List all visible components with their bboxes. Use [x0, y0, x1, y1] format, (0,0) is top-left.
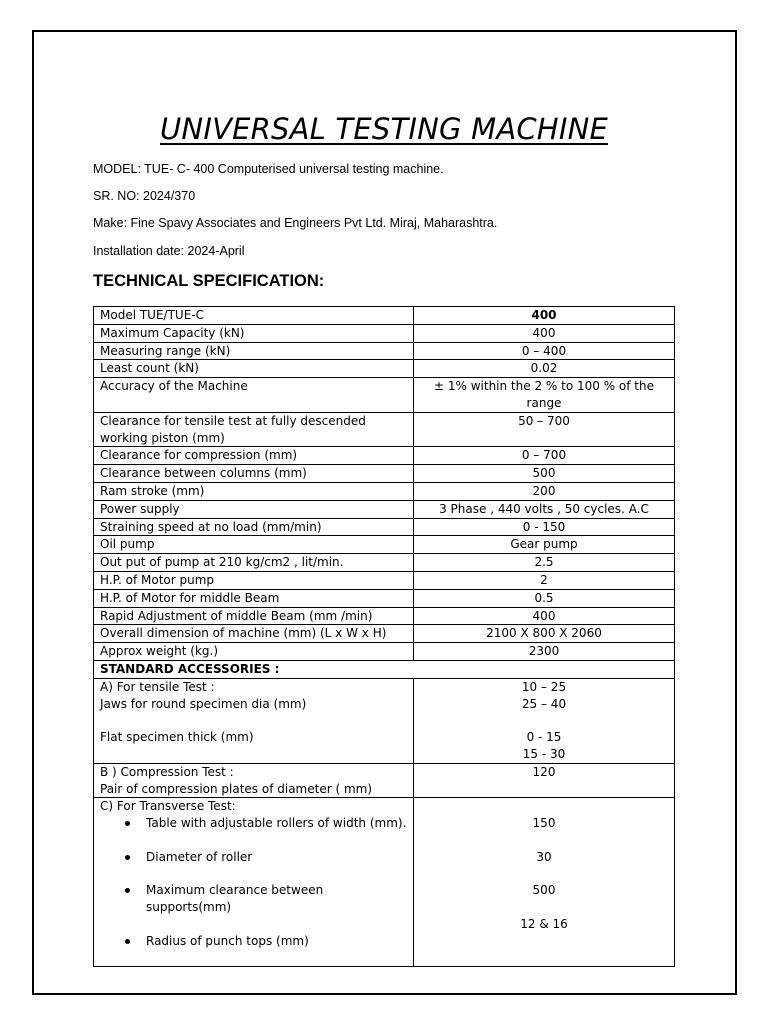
table-row: [94, 554, 675, 572]
spec-label: Clearance for compression (mm): [94, 447, 414, 465]
compression-plates-value: 120: [414, 763, 675, 798]
table-row: [94, 447, 675, 465]
spec-value: 0.5: [414, 589, 675, 607]
table-row: [94, 307, 675, 325]
technical-specification-heading: TECHNICAL SPECIFICATION:: [93, 272, 325, 290]
spec-label: Rapid Adjustment of middle Beam (mm /min): [94, 607, 414, 625]
compression-test-row: [94, 763, 675, 798]
model-line: MODEL: TUE- C- 400 Computerised universal testing machine.: [93, 162, 444, 176]
spec-label: Straining speed at no load (mm/min): [94, 518, 414, 536]
spec-label: Least count (kN): [94, 360, 414, 378]
spec-value: 400: [414, 607, 675, 625]
spec-value: 0 – 400: [414, 342, 675, 360]
spec-value: 50 – 700: [414, 412, 675, 447]
installation-date-line: Installation date: 2024-April: [93, 244, 245, 258]
transverse-value: 500: [532, 883, 556, 898]
spec-label: Approx weight (kg.): [94, 643, 414, 661]
table-row: [94, 518, 675, 536]
spec-label: Power supply: [94, 500, 414, 518]
spec-value: 0.02: [414, 360, 675, 378]
spec-label: Measuring range (kN): [94, 342, 414, 360]
transverse-test-labels: [94, 798, 414, 967]
table-row: [94, 465, 675, 483]
serial-number-line: SR. NO: 2024/370: [93, 189, 196, 203]
spec-label: Ram stroke (mm): [94, 482, 414, 500]
spec-label: Clearance between columns (mm): [94, 465, 414, 483]
table-row: [94, 536, 675, 554]
spec-label: Accuracy of the Machine: [94, 378, 414, 413]
flat-specimen-label: Flat specimen thick (mm): [100, 730, 254, 745]
accessories-heading-row: [94, 660, 675, 678]
spec-label: Overall dimension of machine (mm) (L x W x H): [94, 625, 414, 643]
table-row: [94, 378, 675, 413]
list-item: Radius of punch tops (mm): [100, 933, 407, 950]
tensile-test-labels: [94, 678, 414, 763]
transverse-value: 150: [532, 816, 556, 831]
table-row: [94, 625, 675, 643]
table-row: [94, 643, 675, 661]
table-row: [94, 360, 675, 378]
spec-label: Maximum Capacity (kN): [94, 324, 414, 342]
table-row: [94, 342, 675, 360]
tensile-test-row: [94, 678, 675, 763]
spec-label: Oil pump: [94, 536, 414, 554]
spec-value: 400: [414, 324, 675, 342]
spec-value: 2: [414, 571, 675, 589]
compression-plates-label: Pair of compression plates of diameter ( mm): [100, 781, 373, 796]
list-item: Maximum clearance between supports(mm): [100, 882, 407, 916]
spec-value: ± 1% within the 2 % to 100 % of the range: [414, 378, 675, 413]
spec-value: 2.5: [414, 554, 675, 572]
spec-label: H.P. of Motor for middle Beam: [94, 589, 414, 607]
transverse-value: 30: [536, 849, 552, 864]
spec-value: 400: [414, 307, 675, 325]
spec-label: H.P. of Motor pump: [94, 571, 414, 589]
round-jaws-label: Jaws for round specimen dia (mm): [100, 696, 307, 711]
table-row: [94, 324, 675, 342]
round-jaws-value: 25 – 40: [521, 696, 567, 711]
make-line: Make: Fine Spavy Associates and Engineers Pvt Ltd. Miraj, Maharashtra.: [93, 216, 498, 230]
flat-specimen-value: 0 - 15: [526, 730, 562, 745]
tensile-test-values: [414, 678, 675, 763]
table-row: [94, 571, 675, 589]
specification-table: [93, 306, 675, 967]
tensile-value: 10 – 25: [521, 679, 567, 694]
tensile-test-title: A) For tensile Test :: [100, 679, 215, 694]
transverse-test-title: C) For Transverse Test:: [100, 799, 236, 814]
spec-value: 3 Phase , 440 volts , 50 cycles. A.C: [414, 500, 675, 518]
table-row: [94, 589, 675, 607]
accessories-heading: STANDARD ACCESSORIES :: [94, 660, 675, 678]
spec-value: 2300: [414, 643, 675, 661]
document-title: UNIVERSAL TESTING MACHINE: [160, 112, 608, 146]
table-row: [94, 500, 675, 518]
compression-test-labels: [94, 763, 414, 798]
compression-test-title: B ) Compression Test :: [100, 764, 234, 779]
spec-value: 0 - 150: [414, 518, 675, 536]
spec-label: Clearance for tensile test at fully descended working piston (mm): [94, 412, 414, 447]
list-item: Table with adjustable rollers of width (mm).: [100, 815, 407, 832]
list-item: Diameter of roller: [100, 849, 407, 866]
table-row: [94, 607, 675, 625]
table-row: [94, 482, 675, 500]
spec-value: 2100 X 800 X 2060: [414, 625, 675, 643]
transverse-test-row: [94, 798, 675, 967]
flat-specimen-value: 15 - 30: [522, 746, 566, 761]
transverse-test-values: [414, 798, 675, 967]
spec-value: 500: [414, 465, 675, 483]
transverse-value: 12 & 16: [520, 916, 568, 931]
table-row: [94, 412, 675, 447]
spec-label: Out put of pump at 210 kg/cm2 , lit/min.: [94, 554, 414, 572]
spec-label: Model TUE/TUE-C: [94, 307, 414, 325]
spec-value: 200: [414, 482, 675, 500]
spec-value: 0 – 700: [414, 447, 675, 465]
spec-value: Gear pump: [414, 536, 675, 554]
